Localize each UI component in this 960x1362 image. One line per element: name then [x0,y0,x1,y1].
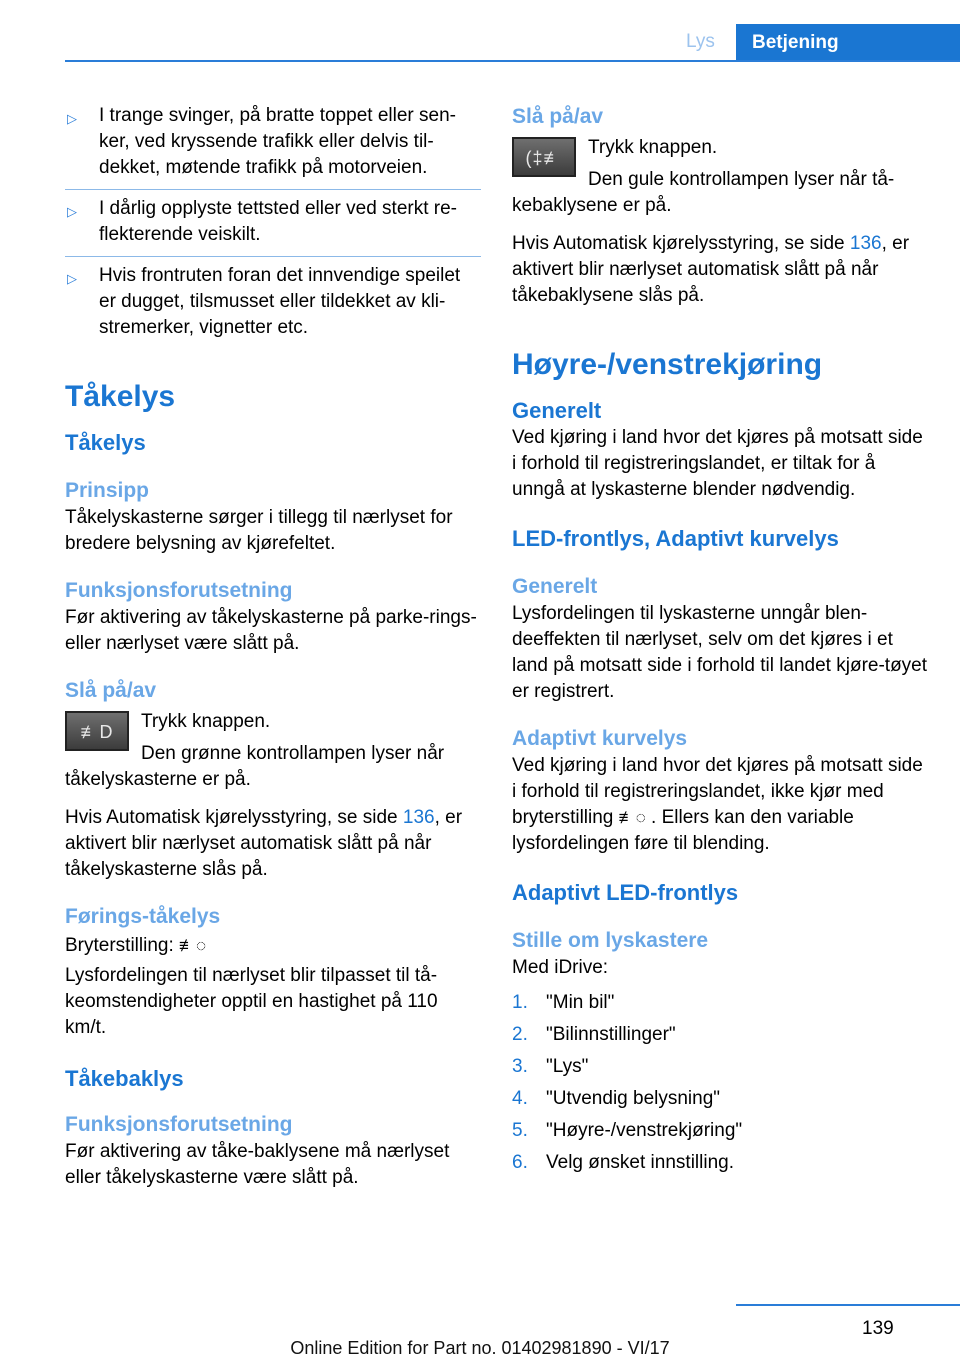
list-text: "Høyre-/venstrekjøring" [546,1120,743,1141]
paragraph-kontrollampe: Den grønne kontrollampen lyser når tåkelyskasterne er på. [65,743,445,790]
bullet-text: Hvis frontruten foran det innvendige speilet er dugget, tilsmusset eller tildekket av kli-stremerker, vignetter etc. [99,265,461,338]
list-number: 6. [512,1152,528,1173]
fog-rear-button-image [512,137,576,177]
paragraph-funksjonsforutsetning-2: Før aktivering av tåke-baklysene må nærlyset eller tåkelyskasterne være slått på. [65,1141,450,1188]
list-number: 1. [512,992,528,1013]
bullet-item [65,103,481,181]
heading-takebaklys: Tåkebaklys [65,1066,184,1091]
paragraph-lysfordeling: Lysfordelingen til nærlyset blir tilpasset til tå-keomstendigheter opptil en hastighet på 110 km/t. [65,965,438,1038]
triangle-bullet-icon: ▷ [67,271,77,286]
list-text: "Min bil" [546,992,615,1013]
footer-rule [736,1304,960,1306]
left-column [65,103,481,1191]
heading-generelt: Generelt [512,398,602,423]
bullet-divider [65,256,481,257]
heading-sla-pa-av: Slå på/av [512,105,604,128]
paragraph-trykk: Trykk knappen. [588,137,718,158]
paragraph-generelt: Ved kjøring i land hvor det kjøres på motsatt side i forhold til registreringslandet, er tiltak for å unngå at lyskasterne blender nødvendig. [512,427,923,500]
section-title: Høyre-/venstrekjøring [512,348,823,381]
paragraph-trykk: Trykk knappen. [141,711,271,732]
header-section-label: Lys [686,31,715,52]
heading-led-frontlys: LED-frontlys, Adaptivt kurvelys [512,526,839,551]
text-fragment: Hvis Automatisk kjørelysstyring, se side [65,807,403,828]
bullet-text: I dårlig opplyste tettsted eller ved sterkt re-flekterende veiskilt. [99,198,457,245]
fog-switch-position-icon: ≢◌ [179,936,207,955]
bullet-item [65,196,481,248]
fog-front-icon: ≢D [80,722,114,742]
section-title: Tåkelys [65,380,176,413]
header-chapter-tab: Betjening [736,24,960,62]
paragraph-funksjonsforutsetning: Før aktivering av tåkelyskasterne på parke-rings- eller nærlyset være slått på. [65,607,477,654]
list-text: Velg ønsket innstilling. [546,1152,734,1173]
numbered-list [512,987,928,1179]
list-text: "Bilinnstillinger" [546,1024,676,1045]
triangle-bullet-icon: ▷ [67,111,77,126]
list-item [512,1147,928,1179]
heading-generelt-2: Generelt [512,575,598,598]
right-column [512,103,928,1179]
list-text: "Utvendig belysning" [546,1088,721,1109]
fog-rear-icon: (‡≢ [525,148,563,168]
paragraph-kontrollampe: Den gule kontrollampen lyser når tå-kebaklysene er på. [512,169,895,216]
heading-sla-pa-av: Slå på/av [65,679,157,702]
edition-note: Online Edition for Part no. 01402981890 - VI/17 [290,1338,670,1358]
bullet-item [65,263,481,341]
paragraph-prinsipp: Tåkelyskasterne sørger i tillegg til nærlyset for bredere belysning av kjørefeltet. [65,507,453,554]
list-text: "Lys" [546,1056,589,1077]
button-instruction [512,135,928,219]
paragraph-automatisk [512,231,928,309]
section-subtitle: Tåkelys [65,430,146,455]
page-reference-link[interactable]: 136 [402,807,435,828]
list-number: 2. [512,1024,528,1045]
paragraph-adaptivt [512,753,928,857]
triangle-bullet-icon: ▷ [67,204,77,219]
bullet-divider [65,189,481,190]
text-fragment: , er aktivert blir nærlyset automatisk slått på når tåkelyskasterne slås på. [65,807,463,880]
fog-switch-position-icon: ≢◌ [618,808,646,827]
heading-funksjonsforutsetning-2: Funksjonsforutsetning [65,1113,293,1136]
list-item [512,1051,928,1083]
text-fragment: Hvis Automatisk kjørelysstyring, se side [512,233,850,254]
button-instruction [65,709,481,793]
list-item [512,1019,928,1051]
paragraph-idrive: Med iDrive: [512,957,609,978]
text-fragment: Ved kjøring i land hvor det kjøres på motsatt side i forhold til registreringslandet, ikke kjør med bryterstilling [512,755,923,828]
list-item [512,1115,928,1147]
list-number: 5. [512,1120,528,1141]
paragraph-bryterstilling [65,933,481,959]
page-number: 139 [862,1318,894,1339]
page-reference-link[interactable]: 136 [849,233,882,254]
heading-adaptivt-kurvelys: Adaptivt kurvelys [512,727,688,750]
text-fragment: , er aktivert blir nærlyset automatisk slått på når tåkebaklysene slås på. [512,233,910,306]
list-item [512,987,928,1019]
list-item [512,1083,928,1115]
heading-forings-takelys: Førings-tåkelys [65,905,221,928]
heading-funksjonsforutsetning: Funksjonsforutsetning [65,579,293,602]
list-number: 3. [512,1056,528,1077]
list-number: 4. [512,1088,528,1109]
heading-prinsipp: Prinsipp [65,479,150,502]
header-rule [65,60,960,62]
paragraph-automatisk [65,805,481,883]
text-fragment: . Ellers kan den variable lysfordelingen føre til blending. [512,807,854,854]
fog-front-button-image [65,711,129,751]
text-fragment: Bryterstilling: [65,935,174,956]
bullet-text: I trange svinger, på bratte toppet eller sen-ker, ved kryssende trafikk eller delvis til-dekket, møtende trafikk på motorveien. [99,105,456,178]
heading-stille-om: Stille om lyskastere [512,929,709,952]
paragraph-generelt-2: Lysfordelingen til lyskasterne unngår blen-deeffekten til nærlyset, selv om det kjøres i et land på motsatt side i forhold til landet kjøre-tøyet er registrert. [512,603,928,702]
heading-adaptivt-led: Adaptivt LED-frontlys [512,880,739,905]
